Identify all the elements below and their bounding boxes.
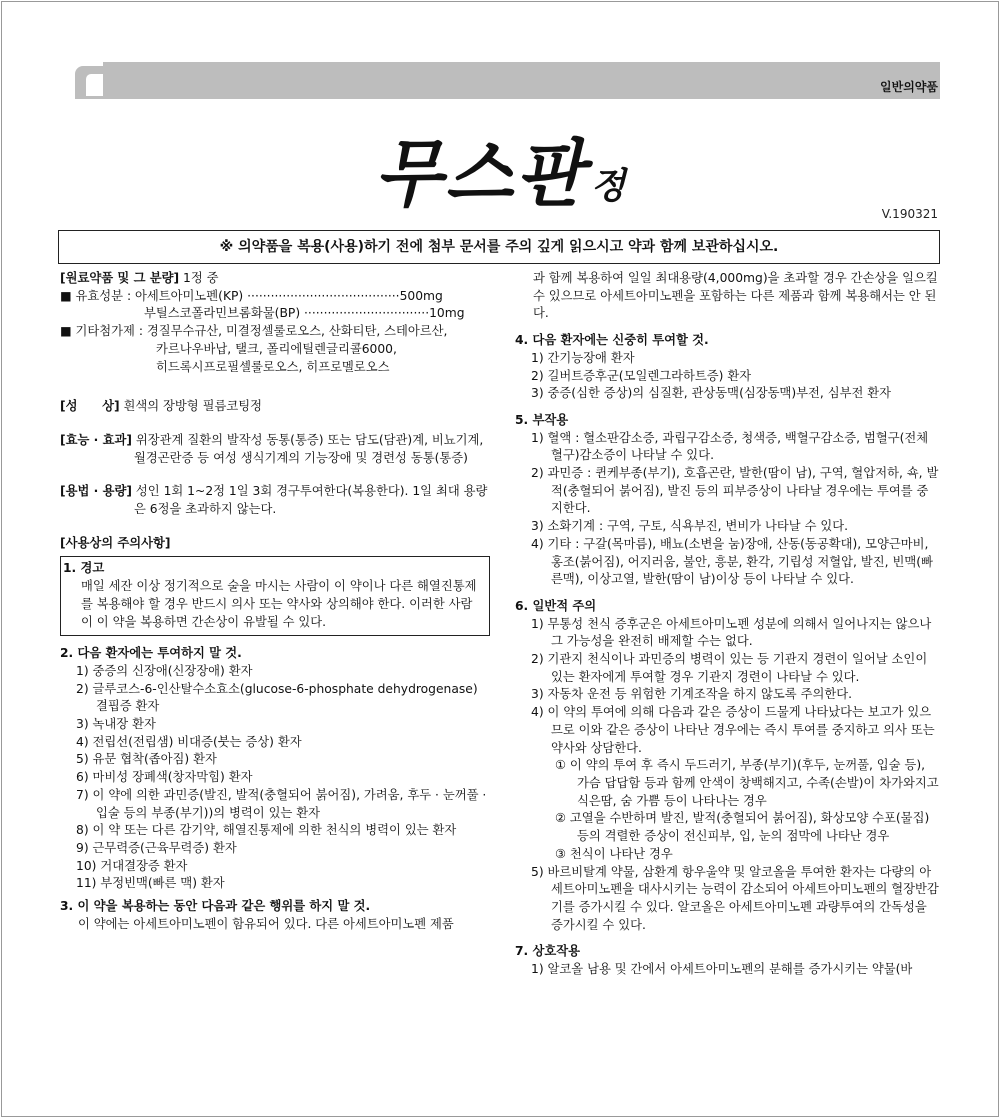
efficacy-section: [효능 · 효과] 위장관계 질환의 발작성 동통(통증) 또는 담도(담관)계, 비뇨기계, 월경곤란증 등 여성 생식기계의 기능장애 및 경련성 동통(통증) (60, 432, 484, 465)
list-item: 5) 유문 협착(좁아짐) 환자 (76, 752, 217, 767)
section-5-title: 5. 부작용 (515, 412, 569, 427)
list-item: 3) 소화기계 : 구역, 구토, 식욕부진, 변비가 나타날 수 있다. (531, 519, 849, 534)
appearance-section: [성 상] 흰색의 장방형 필름코팅정 (60, 399, 262, 414)
list-item: 1) 간기능장애 환자 (531, 350, 635, 365)
list-item: 4) 전립선(전립샘) 비대증(붓는 증상) 환자 (76, 734, 302, 749)
section-2-list (60, 663, 490, 893)
composition-heading: [원료약품 및 그 분량] 1정 중 (60, 271, 219, 285)
header-notch-inner (86, 74, 103, 96)
list-item: 3) 중증(심한 증상)의 심질환, 관상동맥(심장동맥)부전, 심부전 환자 (531, 386, 892, 401)
list-item: 9) 근무력증(근육무력증) 환자 (76, 840, 237, 855)
precautions-heading: [사용상의 주의사항] (60, 535, 171, 550)
list-item: 2) 길버트증후군(모일렌그라하트증) 환자 (531, 368, 752, 383)
list-item: 1) 중증의 신장애(신장장애) 환자 (76, 663, 253, 678)
list-item: 7) 이 약에 의한 과민증(발진, 발적(충혈되어 붉어짐), 가려움, 후두 · 눈꺼풀 · 입술 등의 부종(부기))의 병력이 있는 환자 (76, 787, 487, 820)
list-item: 3) 자동차 운전 등 위험한 기계조작을 하지 않도록 주의한다. (531, 687, 853, 702)
other-ingredients-1: ■ 기타첨가제 : 경질무수규산, 미결정셀룰로오스, 산화티탄, 스테아르산, (60, 324, 448, 339)
list-item: 1) 알코올 남용 및 간에서 아세트아미노펜의 분해를 증가시키는 약물(바 (531, 962, 913, 977)
active-ingredient-1: ■ 유효성분 : 아세트아미노펜(KP) ·······································500mg (60, 288, 443, 303)
list-item: 8) 이 약 또는 다른 감기약, 해열진통제에 의한 천식의 병력이 있는 환자 (76, 823, 457, 838)
warning-title: 1. 경고 (63, 561, 105, 576)
dosage-section: [용법 · 용량] 성인 1회 1~2정 1일 3회 경구투여한다(복용한다). 1일 최대 용량은 6정을 초과하지 않는다. (60, 484, 488, 517)
section-2-title: 2. 다음 환자에는 투여하지 말 것. (60, 646, 242, 661)
product-name: 무스판 (374, 131, 587, 218)
list-item: 4) 이 약의 투여에 의해 다음과 같은 증상이 드물게 나타났다는 보고가 있으므로 이와 같은 증상이 나타난 경우에는 즉시 투여를 중지하고 의사 또는 약사와 상담한다. (531, 705, 935, 755)
left-column (60, 270, 490, 934)
list-item: 5) 바르비탈계 약물, 삼환계 항우울약 및 알코올을 투여한 환자는 다량의 아세트아미노펜을 대사시키는 능력이 감소되어 아세트아미노펜의 혈장반감기를 증가시킬 수 있다. 알코올은 아세트아미노펜 과량투여의 간독성을 증가시킬 수 있다. (531, 864, 939, 932)
other-ingredients-3: 히드록시프로필셀룰로오스, 히프로멜로오스 (156, 359, 390, 374)
active-ingredient-2: 부틸스코폴라민브롬화물(BP) ································10mg (144, 306, 465, 321)
list-item: 11) 부정빈맥(빠른 맥) 환자 (76, 876, 225, 891)
right-column (515, 270, 940, 979)
list-item: 2) 기관지 천식이나 과민증의 병력이 있는 등 기관지 경련이 일어날 소인이 있는 환자에게 투여할 경우 기관지 경련이 나타날 수 있다. (531, 652, 928, 684)
section-4-title: 4. 다음 환자에는 신중히 투여할 것. (515, 333, 709, 348)
sub-list-item: ② 고열을 수반하며 발진, 발적(충혈되어 붉어짐), 화상모양 수포(물집) 등의 격렬한 증상이 전신피부, 입, 눈의 점막에 나타난 경우 (555, 811, 930, 844)
section-3-continued: 과 함께 복용하여 일일 최대용량(4,000mg)을 초과할 경우 간손상을 일으킬 수 있으므로 아세트아미노펜을 포함하는 다른 제품과 함께 복용해서는 안 된다. (533, 271, 938, 321)
notice-box: ※ 의약품을 복용(사용)하기 전에 첨부 문서를 주의 깊게 읽으시고 약과 함께 보관하십시오. (58, 230, 940, 264)
list-item: 1) 무통성 천식 증후군은 아세트아미노펜 성분에 의해서 일어나지는 않으나 그 가능성을 완전히 배제할 수는 없다. (531, 616, 932, 649)
section-6-title: 6. 일반적 주의 (515, 598, 597, 613)
list-item: 3) 녹내장 환자 (76, 717, 156, 732)
product-title (0, 118, 1000, 219)
warning-text: 매일 세잔 이상 정기적으로 술을 마시는 사람이 이 약이나 다른 해열진통제를 복용해야 할 경우 반드시 의사 또는 약사와 상의해야 한다. 이러한 사람이 이 약을 복용하면 간손상이 유발될 수 있다. (81, 579, 477, 629)
list-item: 2) 글루코스-6-인산탈수소효소(glucose-6-phosphate dehydrogenase) 결핍증 환자 (76, 681, 478, 714)
other-ingredients-2: 카르나우바납, 탤크, 폴리에틸렌글리콜6000, (156, 341, 397, 356)
header-bar (58, 62, 940, 99)
sub-list-item: ① 이 약의 투여 후 즉시 두드러기, 부종(부기)(후두, 눈꺼풀, 입술 등), 가슴 답답함 등과 함께 안색이 창백해지고, 수족(손발)이 차가와지고 식은땀, 숨 가쁨 등이 나타나는 경우 (555, 758, 939, 808)
list-item: 4) 기타 : 구갈(목마름), 배뇨(소변을 눔)장애, 산동(동공확대), 모양근마비, 홍조(붉어짐), 어지러움, 불안, 흥분, 환각, 기립성 저혈압, 발진, 빈맥(빠른맥), 이상고열, 발한(땀이 남)이상 등이 나타날 수 있다. (531, 536, 933, 587)
category-label: 일반의약품 (880, 80, 938, 94)
list-item: 10) 거대결장증 환자 (76, 858, 188, 873)
sub-list-item: ③ 천식이 나타난 경우 (555, 846, 673, 861)
list-item: 6) 마비성 장폐색(창자막힘) 환자 (76, 770, 253, 785)
list-item: 1) 혈액 : 혈소판감소증, 과립구감소증, 청색증, 백혈구감소증, 범혈구(전체혈구)감소증이 나타날 수 있다. (531, 430, 929, 463)
version-label: V.190321 (881, 207, 938, 221)
section-3-title: 3. 이 약을 복용하는 동안 다음과 같은 행위를 하지 말 것. (60, 899, 371, 914)
section-3-text: 이 약에는 아세트아미노펜이 함유되어 있다. 다른 아세트아미노펜 제품 (78, 916, 454, 931)
section-7-title: 7. 상호작용 (515, 944, 581, 959)
list-item: 2) 과민증 : 퀸케부종(부기), 호흡곤란, 발한(땀이 남), 구역, 혈압저하, 쇽, 발적(충혈되어 붉어짐), 발진 등의 피부증상이 나타날 경우에는 투여를 중지한다. (531, 466, 939, 516)
warning-box (60, 556, 490, 636)
product-form: 정 (590, 166, 626, 207)
